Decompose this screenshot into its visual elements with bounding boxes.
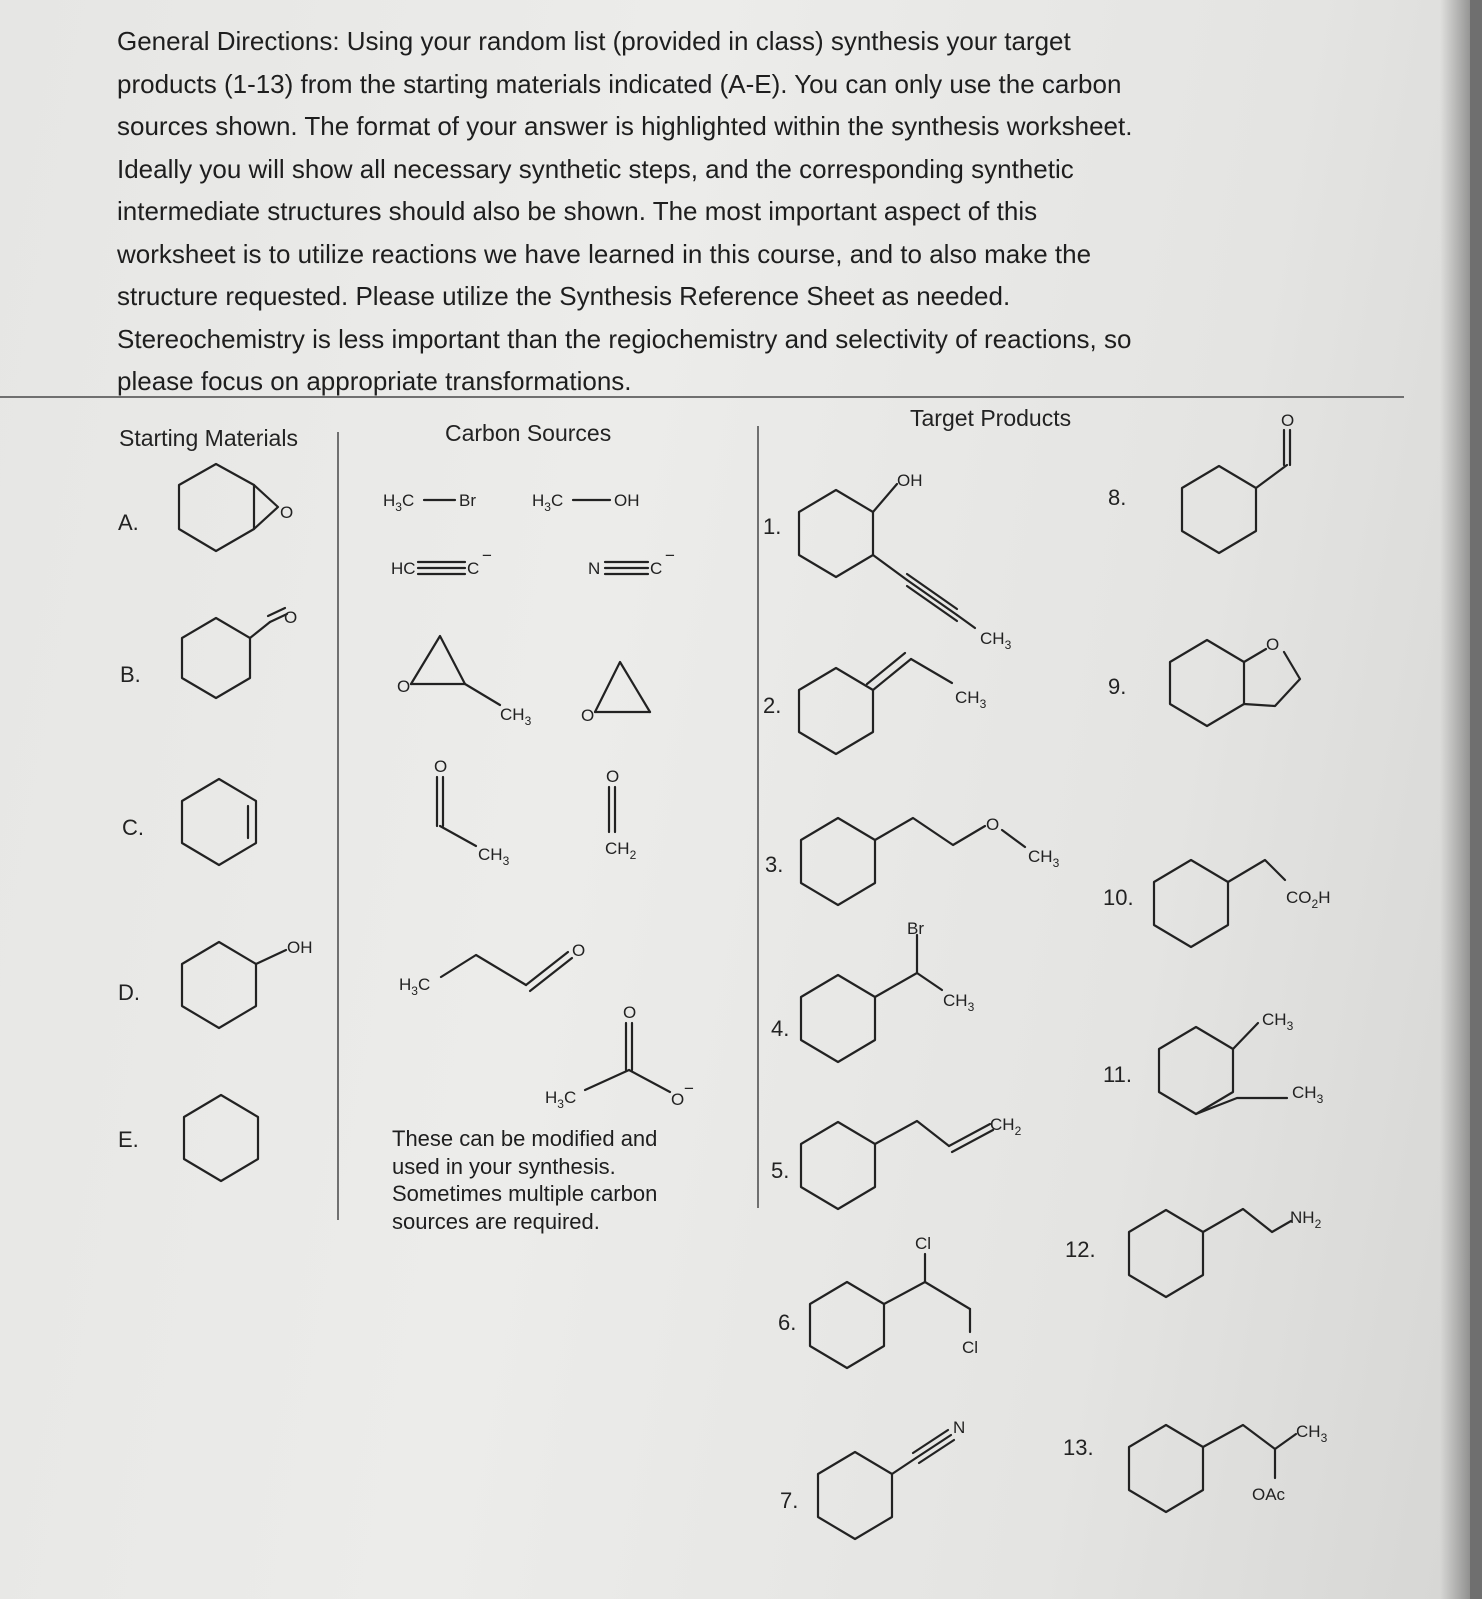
ring [182,618,250,698]
bond [911,659,952,683]
ring [179,464,254,551]
target-label-12: 12. [1065,1237,1096,1262]
target-13-structure [1129,1422,1328,1512]
atom-h3c: $H_3C$ [545,1088,577,1111]
directions-line: General Directions: Using your random list (provided in class) synthesis your target [117,26,1071,56]
ring-bonds [1244,652,1300,706]
target-label-6: 6. [778,1310,797,1335]
charge-minus: − [482,546,492,565]
chain-bonds [1228,860,1285,882]
starting-label-d: D. [118,980,140,1005]
carbon-source-acetylide [391,546,492,578]
atom-ch3: $CH_3$ [1292,1083,1324,1106]
target-11-structure [1159,1010,1324,1114]
bond [585,1070,629,1090]
bond [530,958,572,991]
note-line: These can be modified and [392,1126,658,1151]
bond [1256,465,1287,488]
bond [440,826,476,846]
target-2-structure [799,653,987,754]
epoxide-bonds [254,485,278,529]
starting-label-b: B. [120,662,141,687]
atom-oac: OAc [1252,1485,1286,1504]
starting-label-a: A. [118,510,139,535]
starting-material-e-structure [184,1095,258,1181]
ring [182,779,256,865]
atom-ch3: $CH_3$ [1028,847,1060,870]
starting-material-d-structure [182,938,313,1028]
bond [873,484,897,512]
ring [818,1452,892,1539]
target-label-1: 1. [763,514,782,539]
atom-ch3: $CH_3$ [955,688,987,711]
starting-label-e: E. [118,1127,139,1152]
ring [182,942,256,1028]
directions-line: intermediate structures should also be shown. The most important aspect of this [117,196,1038,226]
carbon-source-methanol [532,491,640,514]
starting-material-b-structure [182,608,297,698]
atom-cl: Cl [962,1338,979,1357]
atom-o: O [397,677,411,696]
starting-material-c-structure [182,779,256,865]
bond [907,580,957,615]
atom-o: O [671,1090,685,1109]
ring [1170,640,1244,726]
ring [1182,466,1256,553]
bond [1244,649,1266,662]
atom-oh: OH [897,471,923,490]
directions-line: please focus on appropriate transformations. [117,366,632,396]
atom-n: N [953,1418,966,1437]
ring [801,975,875,1062]
target-label-4: 4. [771,1016,790,1041]
directions-line: Ideally you will show all necessary synthetic steps, and the corresponding synthetic [117,153,1074,184]
target-label-8: 8. [1108,485,1127,510]
bond [875,973,917,997]
target-label-10: 10. [1103,885,1134,910]
atom-o: O [623,1003,637,1022]
ring [1129,1210,1203,1297]
target-4-structure [801,919,975,1062]
target-9-structure [1170,635,1300,726]
ring [1129,1425,1203,1512]
atom-o: O [284,608,298,627]
bond [250,622,270,638]
target-8-structure [1182,411,1294,553]
directions-line: Stereochemistry is less important than the regiochemistry and selectivity of reactions, so [117,323,1132,354]
carbon-source-formaldehyde [605,767,637,862]
atom-ch2: $CH_2$ [605,839,637,862]
bond [256,950,286,964]
atom-ch3: $CH_3$ [1262,1010,1294,1033]
carbon-source-acetate [545,1003,694,1111]
atom-ch3: $CH_3$ [500,705,532,728]
atom-o: O [434,757,448,776]
carbon-source-propanal [399,941,585,998]
target-label-3: 3. [765,852,784,877]
ring-bonds [595,662,650,712]
carbon-source-methyl-bromide [383,491,476,514]
chain-bonds [1203,1425,1275,1449]
atom-o: O [280,503,294,522]
carbon-source-ethylene-oxide [581,662,650,725]
target-12-structure [1129,1208,1322,1297]
carbon-source-cyanide [588,546,675,578]
atom-o: O [606,767,620,786]
chain-bonds [441,955,526,985]
atom-nh2: $NH_2$ [1290,1208,1322,1231]
atom-h3c: $H_3C$ [399,975,431,998]
atom-hc: HC [391,559,416,578]
note-line: sources are required. [392,1208,600,1234]
atom-c: C [650,559,663,578]
ring [801,1122,875,1209]
charge-minus: − [684,1079,694,1098]
target-5-structure [801,1115,1022,1209]
target-7-structure [818,1418,965,1539]
carbon-source-acetaldehyde [434,757,510,868]
carbon-source-methyloxirane [397,636,532,728]
starting-materials-heading: Starting Materials [119,425,298,451]
atom-o: O [581,706,595,725]
atom-o: O [986,815,1000,834]
chain-bonds [875,1121,949,1146]
atom-ch3: $CH_3$ [1296,1422,1328,1445]
ring [801,818,875,905]
bond [917,973,942,990]
atom-o: O [1281,411,1295,430]
atom-co2h: $CO_2H$ [1286,888,1331,911]
bond [1002,830,1025,847]
atom-ch2: $CH_2$ [990,1115,1022,1138]
target-products-heading: Target Products [910,405,1072,431]
bond [526,952,568,985]
ring [799,668,873,754]
target-1-structure [799,471,1012,652]
bond [957,615,975,628]
target-label-5: 5. [771,1158,790,1183]
target-label-13: 13. [1063,1435,1094,1460]
atom-ch3: $CH_3$ [943,991,975,1014]
target-label-11: 11. [1103,1062,1132,1087]
bond [1233,1023,1258,1049]
target-label-9: 9. [1108,674,1127,699]
carbon-sources-heading: Carbon Sources [445,420,612,446]
ring [799,490,873,577]
atom-c: C [467,559,480,578]
bond [465,684,500,705]
starting-label-c: C. [122,815,144,840]
chain-bonds [1203,1209,1291,1232]
atom-o: O [1266,635,1280,654]
bond [268,608,285,616]
target-label-2: 2. [763,693,782,718]
directions-line: sources shown. The format of your answer is highlighted within the synthesis worksheet. [117,111,1133,141]
atom-ch3: $CH_3$ [478,845,510,868]
ring [184,1095,258,1181]
atom-h3c: $H_3C$ [532,491,564,514]
charge-minus: − [665,546,675,565]
bond [1275,1434,1296,1449]
bond [873,555,907,580]
bond [884,1282,925,1304]
bond [629,1070,670,1092]
atom-n: N [588,559,601,578]
ring-bonds [411,636,465,684]
target-10-structure [1154,860,1330,947]
directions-line: structure requested. Please utilize the Synthesis Reference Sheet as needed. [117,281,1011,311]
atom-cl: Cl [915,1234,932,1253]
note-line: Sometimes multiple carbon [392,1181,658,1206]
target-6-structure [810,1234,978,1368]
chain-bonds [875,818,985,845]
ring [1154,860,1228,947]
atom-o: O [572,941,586,960]
atom-oh: OH [614,491,640,510]
directions-line: worksheet is to utilize reactions we have learned in this course, and to also make the [117,238,1092,269]
ring [1159,1027,1233,1114]
target-3-structure [801,815,1060,905]
starting-material-a-structure [179,464,293,551]
bond [892,1458,916,1474]
ring [810,1282,884,1368]
atom-h3c: $H_3C$ [383,491,415,514]
atom-br: Br [907,919,924,938]
note-line: used in your synthesis. [392,1153,616,1179]
atom-ch3: $CH_3$ [980,629,1012,652]
bond [925,1282,970,1309]
atom-oh: OH [287,938,313,957]
atom-br: Br [459,491,476,510]
target-label-7: 7. [780,1488,799,1513]
directions-line: products (1-13) from the starting materials indicated (A-E). You can only use the carbon [117,68,1122,99]
